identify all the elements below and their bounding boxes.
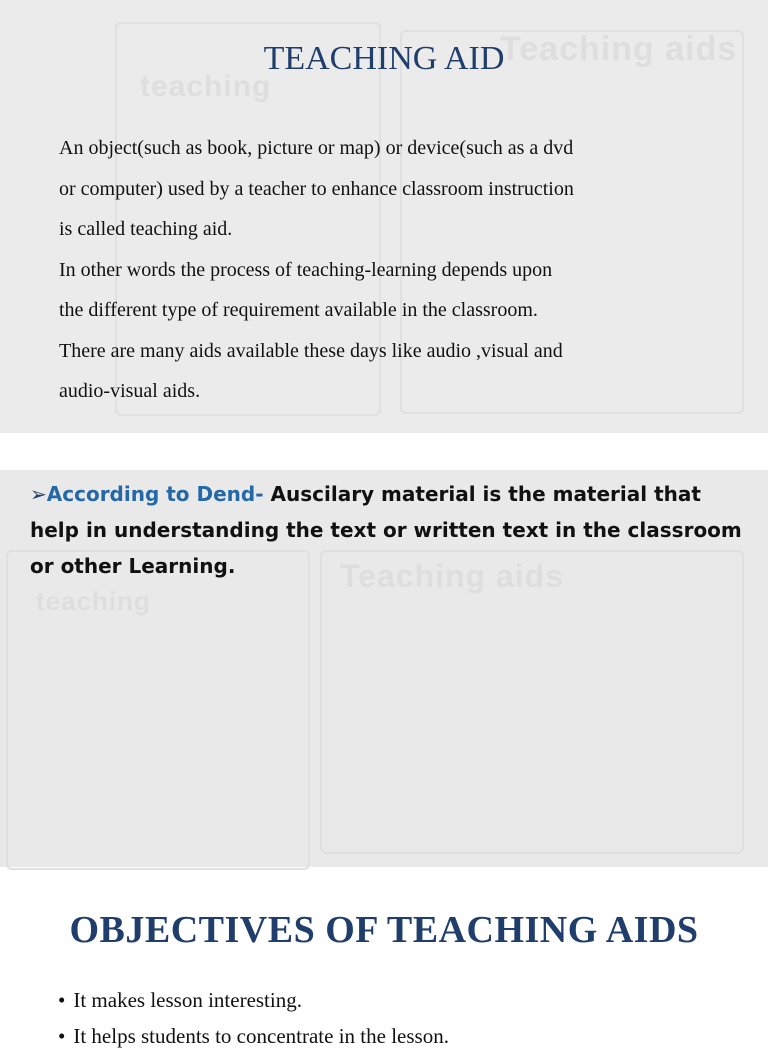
watermark-text: Teaching aids (340, 558, 565, 594)
text-line: is called teaching aid. (59, 218, 233, 240)
quote-paragraph (30, 476, 750, 584)
slide-objectives (0, 898, 768, 1048)
background-illustration (320, 550, 744, 854)
text-line: In other words the process of teaching-learning depends upon (59, 258, 553, 281)
watermark-text: teaching (36, 586, 151, 616)
text-line: There are many aids available these days like audio ,visual and (59, 339, 563, 362)
quote-source: According to Dend- (46, 482, 264, 506)
text-line: or computer) used by a teacher to enhance classroom instruction (59, 177, 574, 200)
definition-text (59, 128, 739, 412)
text-line: audio-visual aids. (59, 380, 201, 402)
text-line: the different type of requirement available in the classroom. (59, 299, 538, 321)
watermark-text: Teaching aids (500, 30, 738, 68)
slide-title: OBJECTIVES OF TEACHING AIDS (69, 909, 699, 951)
list-item (58, 1018, 449, 1054)
objectives-list (58, 982, 449, 1054)
bullet-icon: • (58, 1024, 66, 1048)
list-item-text: It helps students to concentrate in the lesson. (73, 1024, 449, 1048)
slide-definition-dend (0, 470, 768, 867)
list-item-text: It makes lesson interesting. (73, 988, 302, 1012)
slide-title: TEACHING AID (263, 40, 505, 77)
text-line: An object(such as book, picture or map) or device(such as a dvd (59, 137, 574, 159)
arrow-bullet-icon: ➢ (30, 482, 47, 506)
quote-text: Auscilary material is the material that help in understanding the text or written text in the classroom or other Learning. (30, 482, 742, 578)
bullet-icon: • (58, 988, 66, 1012)
watermark-text: teaching (140, 70, 272, 103)
list-item (58, 982, 449, 1018)
slide-teaching-aid (0, 0, 768, 433)
